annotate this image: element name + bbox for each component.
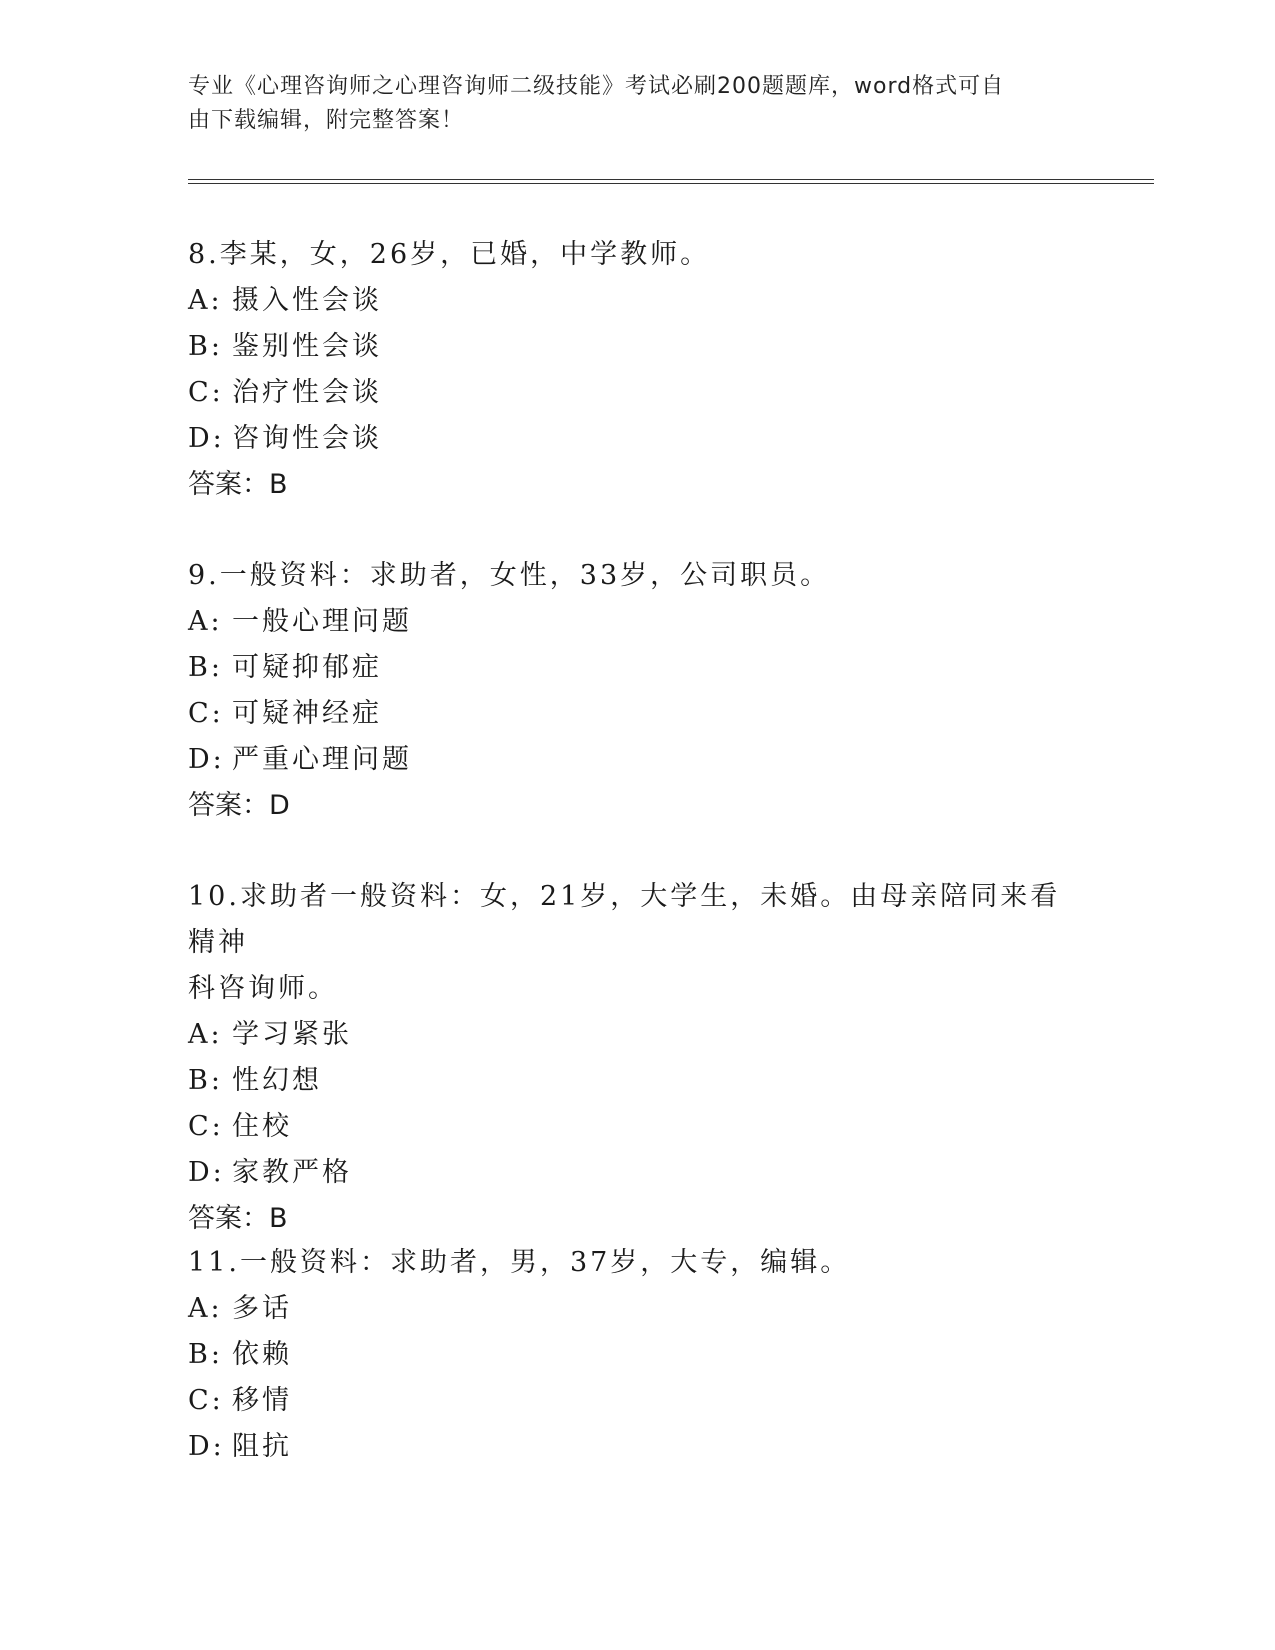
header-line-2: 由下载编辑，附完整答案！	[188, 108, 465, 133]
option-text: 移情	[232, 1385, 292, 1416]
option-c	[188, 1378, 1088, 1424]
option-letter: C:	[188, 1385, 224, 1416]
header-divider-top	[188, 179, 1154, 180]
option-text: 依赖	[232, 1339, 292, 1370]
option-a	[188, 1012, 1088, 1058]
option-b	[188, 1332, 1088, 1378]
option-d	[188, 416, 1088, 462]
option-letter: A:	[188, 606, 223, 637]
document-header	[188, 70, 1068, 138]
option-text: 一般心理问题	[232, 606, 412, 637]
option-text: 可疑抑郁症	[232, 652, 382, 683]
option-letter: D:	[188, 423, 225, 454]
option-a	[188, 278, 1088, 324]
option-text: 咨询性会谈	[232, 423, 382, 454]
header-divider-bottom	[188, 183, 1154, 184]
option-d	[188, 1150, 1088, 1196]
option-c	[188, 691, 1088, 737]
option-c	[188, 370, 1088, 416]
question-11	[188, 1240, 1088, 1470]
question-stem-line-2: 科咨询师。	[188, 973, 338, 1004]
answer-line: 答案：B	[188, 1203, 288, 1234]
answer-line: 答案：B	[188, 469, 288, 500]
option-d	[188, 1424, 1088, 1470]
option-letter: D:	[188, 1157, 225, 1188]
option-text: 学习紧张	[232, 1019, 352, 1050]
option-letter: A:	[188, 285, 223, 316]
option-text: 阻抗	[232, 1431, 292, 1462]
question-8	[188, 232, 1088, 508]
question-9	[188, 553, 1088, 829]
option-text: 住校	[232, 1111, 292, 1142]
option-text: 可疑神经症	[232, 698, 382, 729]
option-text: 严重心理问题	[232, 744, 412, 775]
option-text: 治疗性会谈	[232, 377, 382, 408]
question-stem: 9.一般资料：求助者，女性，33岁，公司职员。	[188, 560, 831, 591]
option-c	[188, 1104, 1088, 1150]
answer-line: 答案：D	[188, 790, 290, 821]
option-letter: B:	[188, 1065, 223, 1096]
question-10	[188, 874, 1088, 1242]
option-letter: B:	[188, 331, 223, 362]
question-stem: 8.李某，女，26岁，已婚，中学教师。	[188, 239, 711, 270]
option-text: 鉴别性会谈	[232, 331, 382, 362]
option-letter: B:	[188, 652, 223, 683]
option-a	[188, 599, 1088, 645]
option-d	[188, 737, 1088, 783]
option-text: 多话	[232, 1293, 292, 1324]
option-b	[188, 1058, 1088, 1104]
header-line-1: 专业《心理咨询师之心理咨询师二级技能》考试必刷200题题库，word格式可自	[188, 74, 1005, 99]
option-b	[188, 324, 1088, 370]
option-letter: D:	[188, 744, 225, 775]
option-letter: A:	[188, 1019, 223, 1050]
option-letter: C:	[188, 377, 224, 408]
option-letter: D:	[188, 1431, 225, 1462]
option-letter: C:	[188, 698, 224, 729]
option-text: 摄入性会谈	[232, 285, 382, 316]
option-b	[188, 645, 1088, 691]
option-text: 家教严格	[232, 1157, 352, 1188]
option-letter: C:	[188, 1111, 224, 1142]
option-text: 性幻想	[232, 1065, 322, 1096]
option-letter: B:	[188, 1339, 223, 1370]
option-letter: A:	[188, 1293, 223, 1324]
question-stem-line-1: 10.求助者一般资料：女，21岁，大学生，未婚。由母亲陪同来看精神	[188, 881, 1061, 958]
question-stem: 11.一般资料：求助者，男，37岁，大专，编辑。	[188, 1247, 851, 1278]
option-a	[188, 1286, 1088, 1332]
